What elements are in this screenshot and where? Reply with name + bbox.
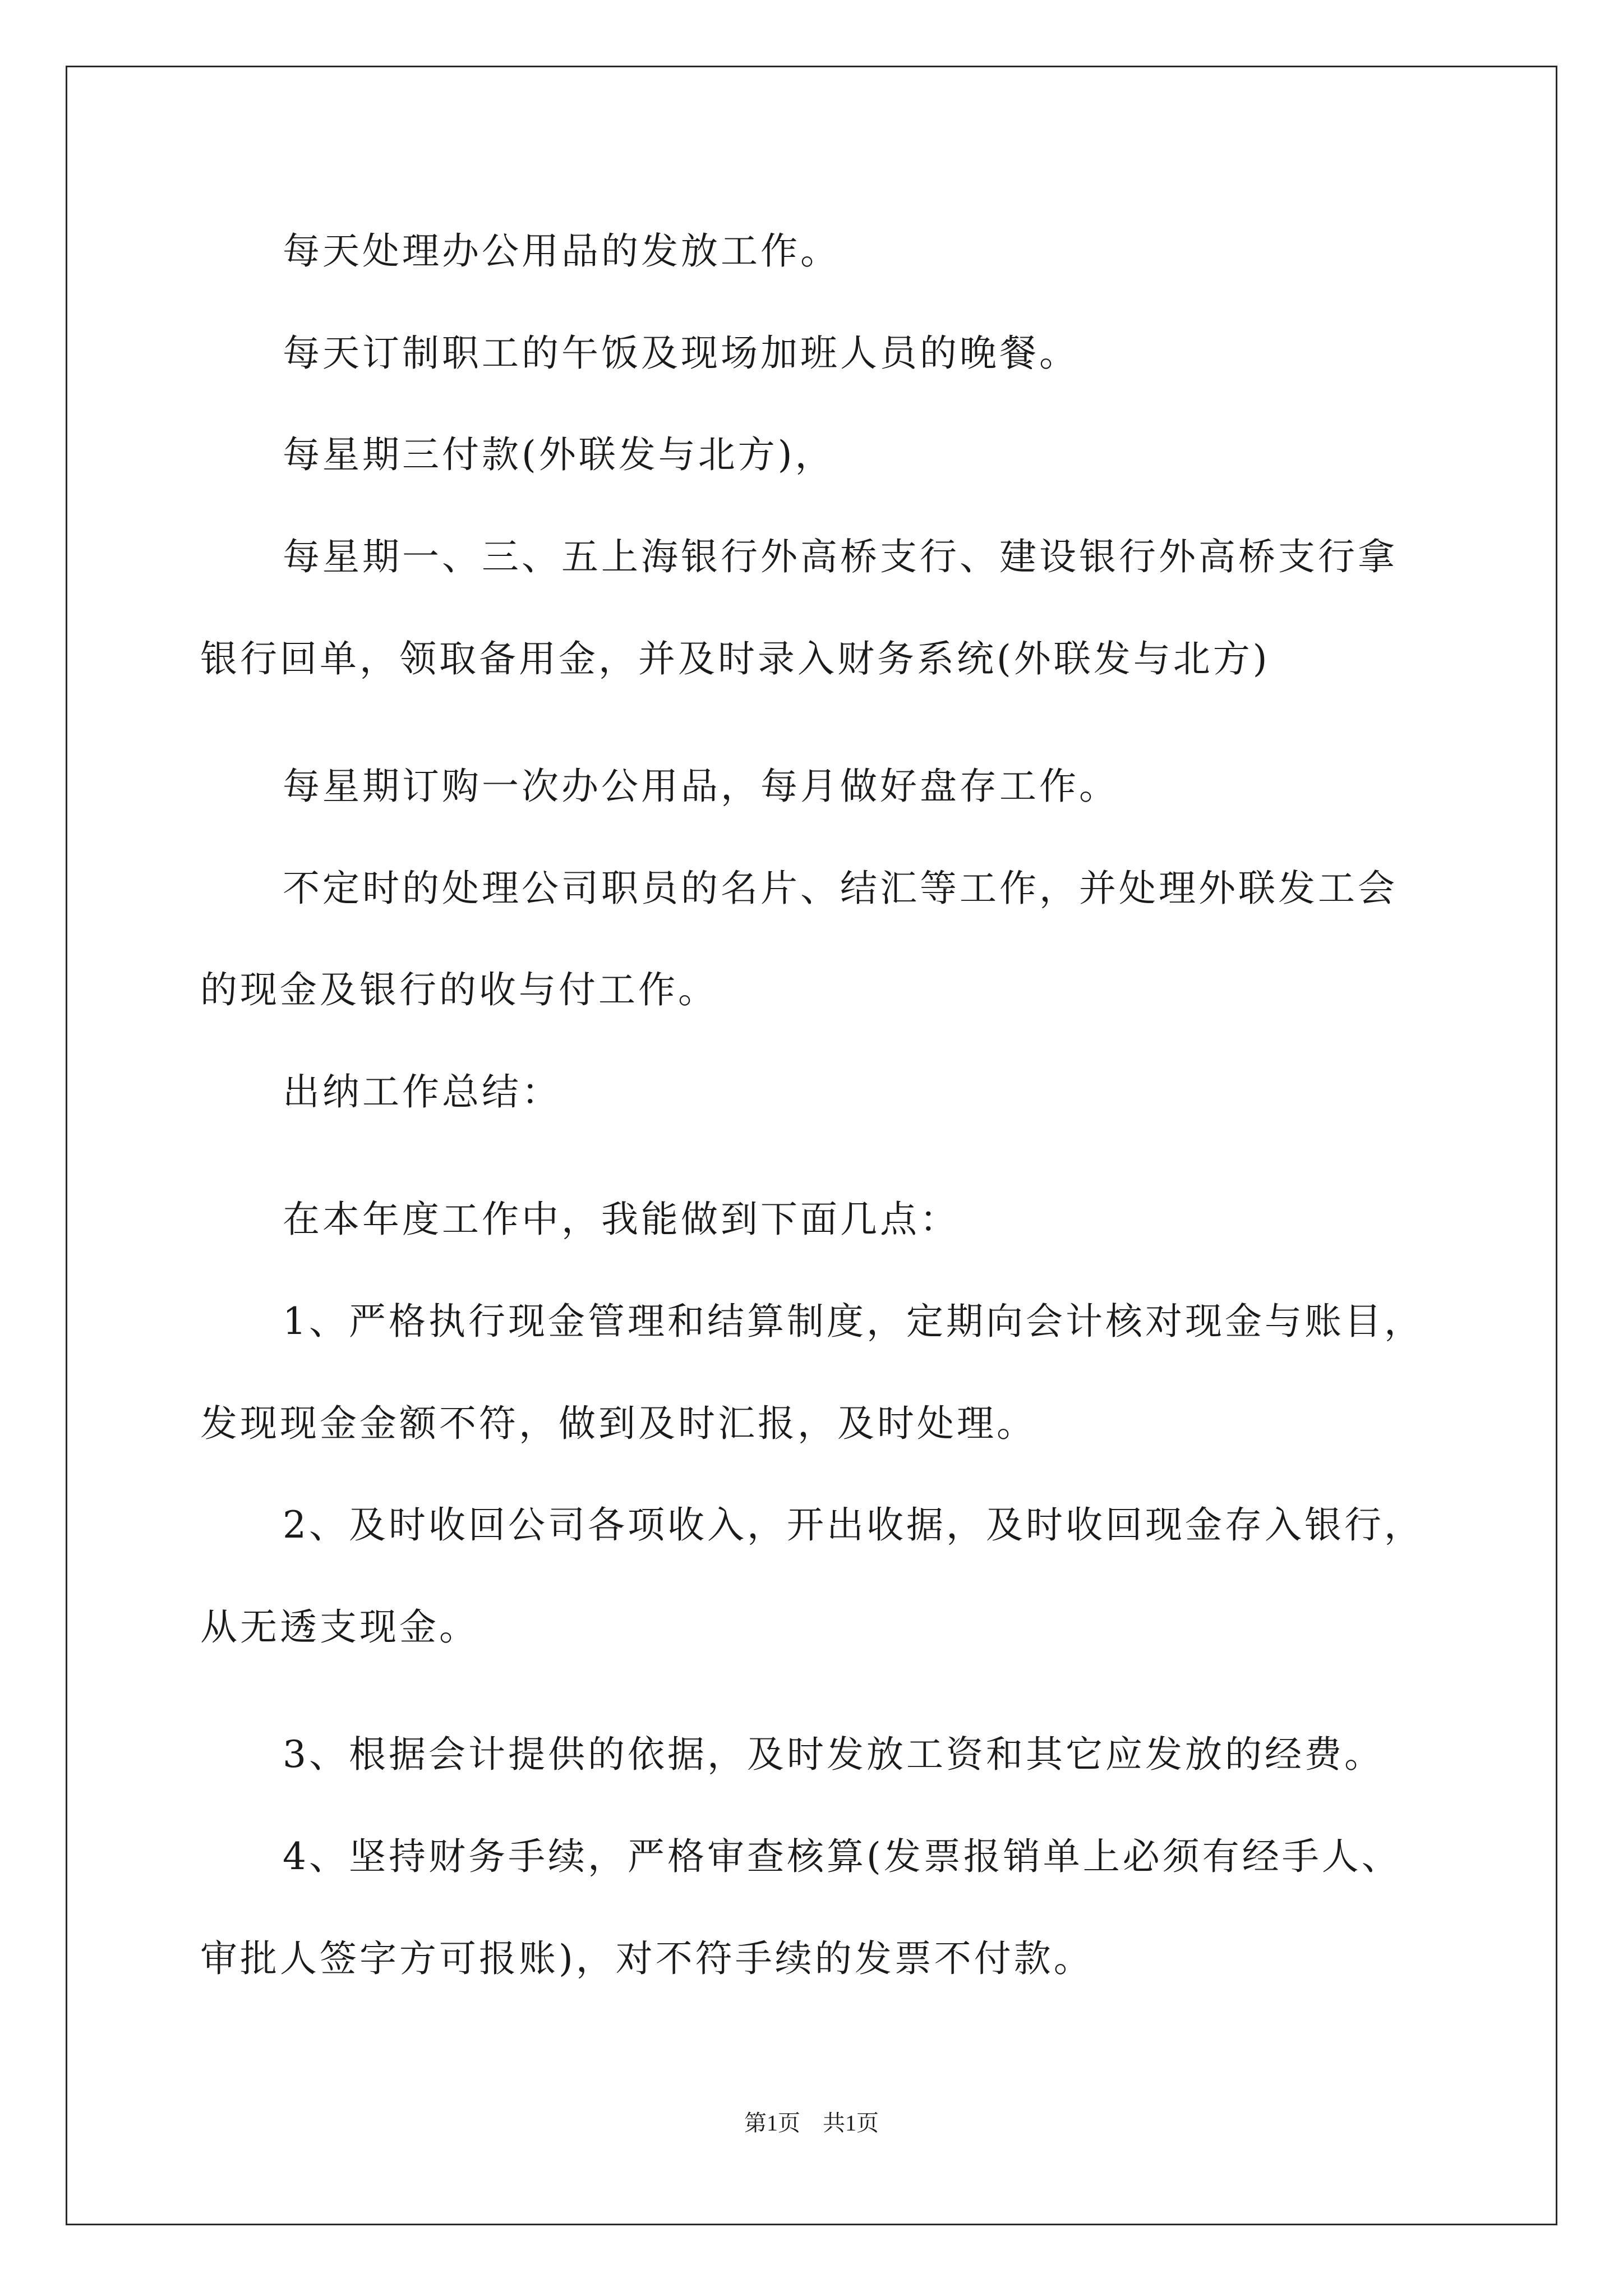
paragraph-line: 从无透支现金。 — [200, 1605, 479, 1649]
paragraph-line: 每星期订购一次办公用品，每月做好盘存工作。 — [283, 765, 1119, 808]
paragraph-line: 在本年度工作中，我能做到下面几点： — [283, 1198, 960, 1241]
page-number: 第1页 共1页 — [744, 2110, 879, 2136]
paragraph-line: 2、及时收回公司各项收入，开出收据，及时收回现金存入银行， — [283, 1503, 1424, 1547]
paragraph-line: 的现金及银行的收与付工作。 — [200, 968, 718, 1011]
paragraph-line: 每天订制职工的午饭及现场加班人员的晚餐。 — [283, 332, 1079, 375]
paragraph-line: 不定时的处理公司职员的名片、结汇等工作，并处理外联发工会 — [283, 867, 1398, 910]
paragraph-line: 每天处理办公用品的发放工作。 — [283, 229, 840, 273]
paragraph-line: 每星期三付款(外联发与北方)， — [283, 433, 835, 476]
paragraph-line: 发现现金金额不符，做到及时汇报，及时处理。 — [200, 1402, 1036, 1445]
paragraph-line: 每星期一、三、五上海银行外高桥支行、建设银行外高桥支行拿 — [283, 535, 1398, 578]
paragraph-line: 审批人签字方可报账)，对不符手续的发票不付款。 — [200, 1937, 1094, 1980]
paragraph-line: 3、根据会计提供的依据，及时发放工资和其它应发放的经费。 — [283, 1733, 1384, 1776]
section-heading: 出纳工作总结： — [283, 1070, 561, 1114]
paragraph-line: 4、坚持财务手续，严格审查核算(发票报销单上必须有经手人、 — [283, 1835, 1401, 1878]
paragraph-line: 银行回单，领取备用金，并及时录入财务系统(外联发与北方) — [200, 637, 1270, 680]
paragraph-line: 1、严格执行现金管理和结算制度，定期向会计核对现金与账目， — [283, 1300, 1424, 1343]
